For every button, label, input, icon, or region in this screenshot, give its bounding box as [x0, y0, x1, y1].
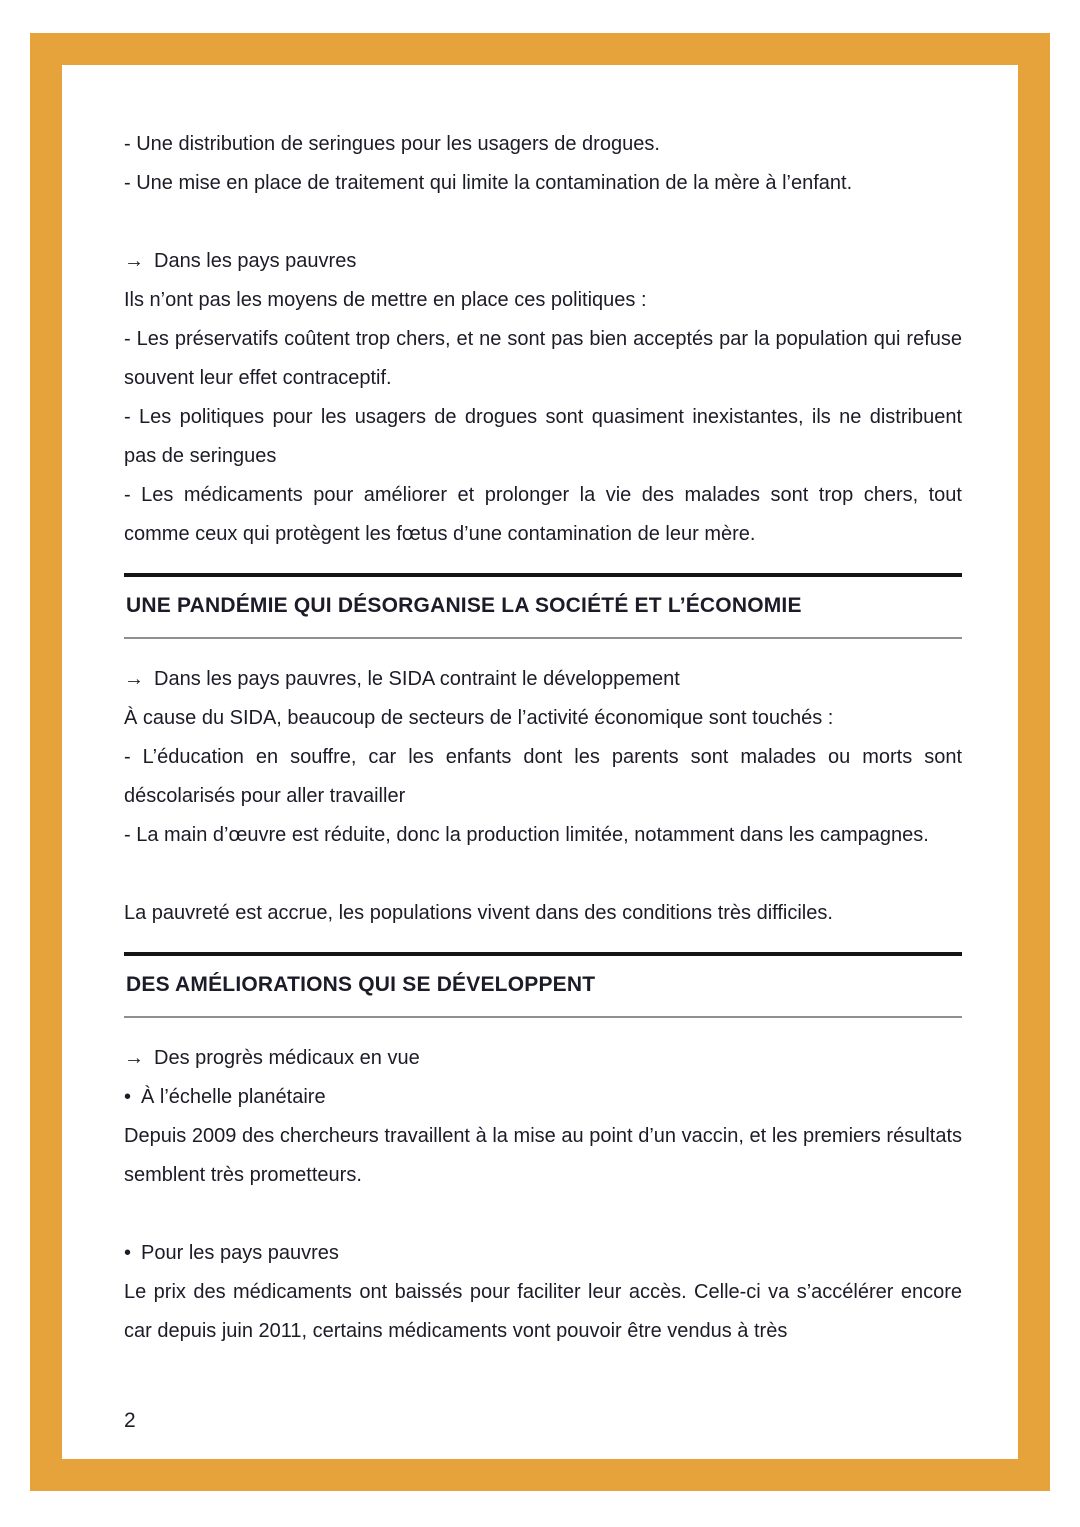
bullet-line-label: Pour les pays pauvres: [141, 1242, 339, 1264]
list-item: - L’éducation en souffre, car les enfants dont les parents sont malades ou morts sont déscolarisés pour aller travailler: [124, 746, 962, 807]
paragraph: Depuis 2009 des chercheurs travaillent à la mise au point d’un vaccin, et les premiers résultats semblent très prometteurs.: [124, 1125, 962, 1186]
bullet-icon: •: [124, 1242, 132, 1264]
arrow-line: [124, 660, 962, 699]
spacer: [124, 855, 962, 894]
document-content: [62, 65, 1018, 1351]
bullet-icon: •: [124, 1086, 132, 1108]
list-item: - Les préservatifs coûtent trop chers, et ne sont pas bien acceptés par la population qui refuse souvent leur effet contraceptif.: [124, 328, 962, 389]
arrow-icon: →: [124, 668, 144, 690]
paragraph: À cause du SIDA, beaucoup de secteurs de l’activité économique sont touchés :: [124, 707, 834, 729]
paragraph: Le prix des médicaments ont baissés pour faciliter leur accès. Celle-ci va s’accélérer encore car depuis juin 2011, certains médicaments vont pouvoir être vendus à très: [124, 1281, 962, 1342]
page-frame: [30, 33, 1050, 1491]
bullet-line: [124, 1078, 962, 1117]
arrow-line-label: Dans les pays pauvres: [154, 250, 357, 272]
list-item: - Une mise en place de traitement qui limite la contamination de la mère à l’enfant.: [124, 172, 853, 194]
spacer: [124, 1195, 962, 1234]
paragraph: La pauvreté est accrue, les populations vivent dans des conditions très difficiles.: [124, 902, 833, 924]
list-item: - La main d’œuvre est réduite, donc la production limitée, notamment dans les campagnes.: [124, 824, 929, 846]
arrow-line: [124, 242, 962, 281]
spacer: [124, 203, 962, 242]
section-heading: DES AMÉLIORATIONS QUI SE DÉVELOPPENT: [124, 952, 962, 1018]
paragraph: Ils n’ont pas les moyens de mettre en place ces politiques :: [124, 289, 647, 311]
arrow-line: [124, 1039, 962, 1078]
arrow-line-label: Dans les pays pauvres, le SIDA contraint le développement: [154, 668, 680, 690]
list-item: - Une distribution de seringues pour les usagers de drogues.: [124, 133, 660, 155]
page-number: 2: [124, 1409, 136, 1432]
arrow-line-label: Des progrès médicaux en vue: [154, 1047, 420, 1069]
arrow-icon: →: [124, 1047, 144, 1069]
section-heading: UNE PANDÉMIE QUI DÉSORGANISE LA SOCIÉTÉ ET L’ÉCONOMIE: [124, 573, 962, 639]
arrow-icon: →: [124, 250, 144, 272]
bullet-line-label: À l’échelle planétaire: [141, 1086, 326, 1108]
list-item: - Les médicaments pour améliorer et prolonger la vie des malades sont trop chers, tout comme ceux qui protègent les fœtus d’une contamination de leur mère.: [124, 484, 962, 545]
list-item: - Les politiques pour les usagers de drogues sont quasiment inexistantes, ils ne distribuent pas de seringues: [124, 406, 962, 467]
bullet-line: [124, 1234, 962, 1273]
